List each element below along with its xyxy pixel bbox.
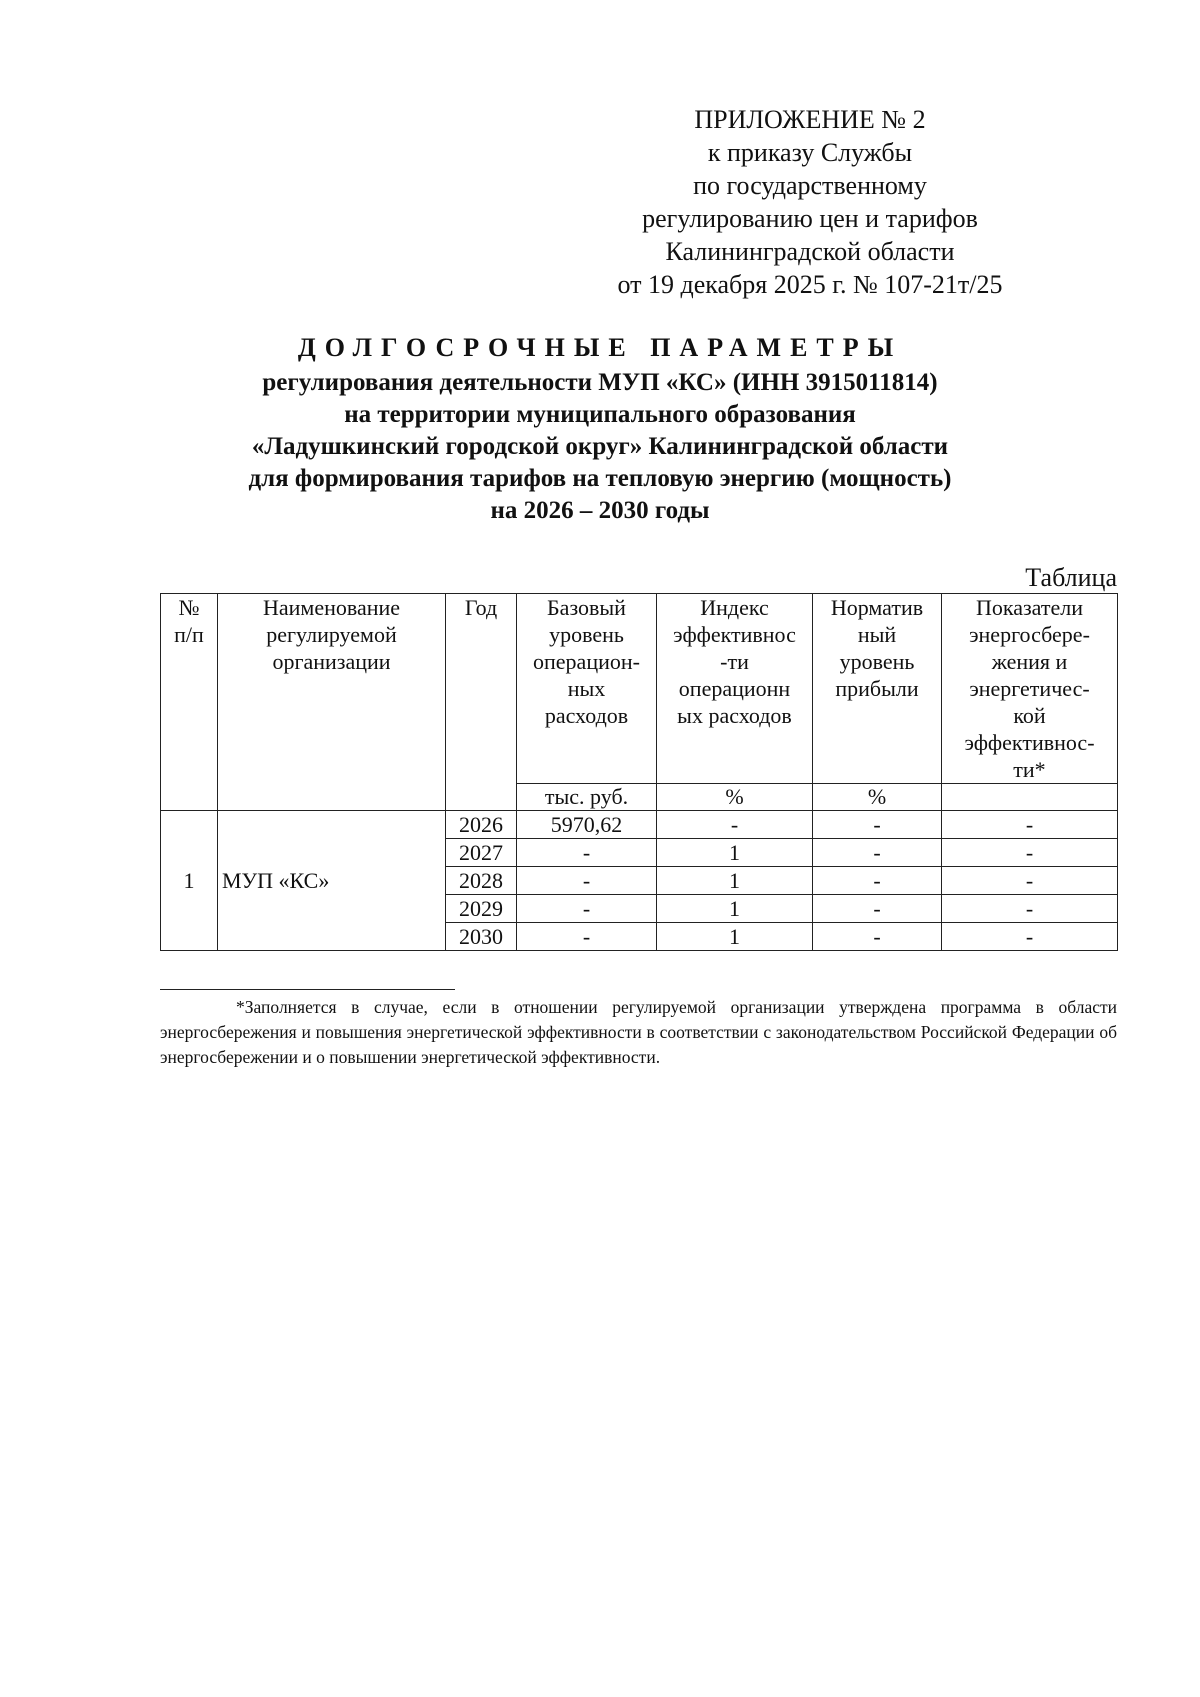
cell-profit: - [813,811,942,839]
cell-energy: - [942,811,1118,839]
cell-year: 2030 [446,923,517,951]
unit-energy [942,784,1118,811]
header-year: Год [446,594,517,811]
title-line: «Ладушкинский городской округ» Калининградской области [251,433,949,460]
header-profit: Норматив ный уровень прибыли [813,594,942,784]
appendix-line: по государственному [693,171,927,200]
header-energy: Показатели энергосбере- жения и энергетичес- кой эффективнос- ти* [942,594,1118,784]
cell-energy: - [942,923,1118,951]
cell-index: 1 [657,895,813,923]
cell-energy: - [942,867,1118,895]
org-name: МУП «КС» [218,811,446,951]
cell-profit: - [813,895,942,923]
header-org: Наименование регулируемой организации [218,594,446,811]
unit-index: % [657,784,813,811]
appendix-line: ПРИЛОЖЕНИЕ № 2 [694,105,926,134]
cell-profit: - [813,839,942,867]
cell-year: 2029 [446,895,517,923]
cell-profit: - [813,867,942,895]
appendix-line: регулированию цен и тарифов [642,204,978,233]
cell-energy: - [942,839,1118,867]
cell-profit: - [813,923,942,951]
header-base: Базовый уровень операцион- ных расходов [517,594,657,784]
header-num: № п/п [161,594,218,811]
table-row [161,811,1118,839]
title-line: для формирования тарифов на тепловую энергию (мощность) [248,465,952,492]
unit-profit: % [813,784,942,811]
cell-index: 1 [657,923,813,951]
org-number: 1 [161,811,218,951]
header-index: Индекс эффективнос -ти операционн ых расходов [657,594,813,784]
cell-index: 1 [657,867,813,895]
footnote: *Заполняется в случае, если в отношении регулируемой организации утверждена программа в области энергосбережения и повышения энергетической эффективности в соответствии с законодательством Российской Федерации об энергосбережении и о повышении энергетической эффективности. [160,997,1117,1067]
title-heading: ДОЛГОСРОЧНЫЕ ПАРАМЕТРЫ [297,333,903,362]
appendix-header [600,103,1020,301]
cell-year: 2027 [446,839,517,867]
appendix-line: к приказу Службы [707,138,913,167]
table-header-row [161,594,1118,784]
document-title [160,332,1040,527]
cell-base: - [517,923,657,951]
cell-base: 5970,62 [517,811,657,839]
appendix-line: от 19 декабря 2025 г. № 107-21т/25 [617,270,1003,299]
cell-base: - [517,839,657,867]
cell-index: 1 [657,839,813,867]
cell-year: 2028 [446,867,517,895]
title-line: на 2026 – 2030 годы [490,497,710,524]
cell-year: 2026 [446,811,517,839]
cell-base: - [517,867,657,895]
cell-energy: - [942,895,1118,923]
table-caption: Таблица [1025,563,1117,592]
title-line: на территории муниципального образования [344,401,856,428]
cell-base: - [517,895,657,923]
title-line: регулирования деятельности МУП «КС» (ИНН 3915011814) [262,369,938,396]
parameters-table [160,593,1118,951]
unit-base: тыс. руб. [517,784,657,811]
footnote-divider [160,989,455,990]
appendix-line: Калининградской области [665,237,955,266]
cell-index: - [657,811,813,839]
